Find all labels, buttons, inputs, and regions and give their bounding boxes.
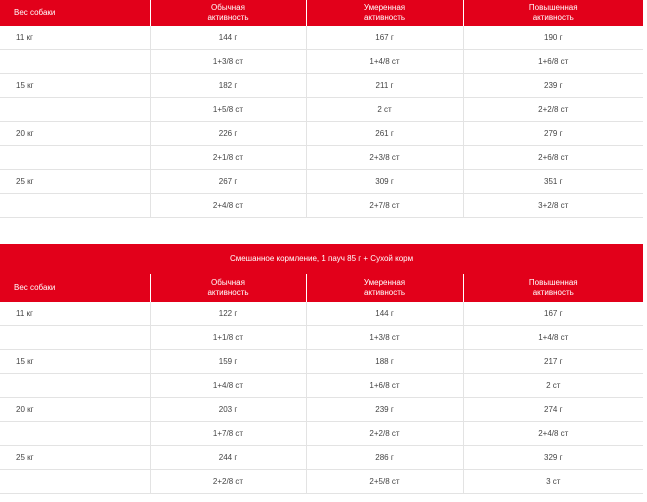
cell-high-activity: 2+4/8 ст <box>463 422 643 446</box>
table-row <box>0 470 643 494</box>
cell-high-activity: 351 г <box>463 170 643 194</box>
cell-high-activity: 1+6/8 ст <box>463 50 643 74</box>
cell-high-activity: 3 ст <box>463 470 643 494</box>
cell-normal-activity: 1+5/8 ст <box>150 98 306 122</box>
table-row <box>0 122 643 146</box>
table-row <box>0 194 643 218</box>
cell-high-activity: 2 ст <box>463 374 643 398</box>
cell-high-activity: 329 г <box>463 446 643 470</box>
feeding-table-dry <box>0 0 643 218</box>
table-row <box>0 350 643 374</box>
cell-normal-activity: 1+7/8 ст <box>150 422 306 446</box>
table-header-row <box>0 274 643 302</box>
cell-weight <box>0 146 150 170</box>
cell-moderate-activity: 286 г <box>306 446 463 470</box>
table-row <box>0 98 643 122</box>
cell-normal-activity: 122 г <box>150 302 306 326</box>
cell-moderate-activity: 1+6/8 ст <box>306 374 463 398</box>
header-normal-activity: Обычная активность <box>150 0 306 26</box>
cell-normal-activity: 2+1/8 ст <box>150 146 306 170</box>
table-row <box>0 26 643 50</box>
cell-weight: 15 кг <box>0 350 150 374</box>
cell-weight: 11 кг <box>0 26 150 50</box>
cell-normal-activity: 244 г <box>150 446 306 470</box>
cell-weight <box>0 326 150 350</box>
cell-high-activity: 3+2/8 ст <box>463 194 643 218</box>
cell-normal-activity: 144 г <box>150 26 306 50</box>
cell-weight: 20 кг <box>0 398 150 422</box>
table-row <box>0 50 643 74</box>
cell-moderate-activity: 1+4/8 ст <box>306 50 463 74</box>
cell-moderate-activity: 2+7/8 ст <box>306 194 463 218</box>
cell-weight <box>0 50 150 74</box>
cell-high-activity: 239 г <box>463 74 643 98</box>
cell-weight: 25 кг <box>0 170 150 194</box>
cell-moderate-activity: 309 г <box>306 170 463 194</box>
table-row <box>0 146 643 170</box>
cell-weight <box>0 374 150 398</box>
cell-moderate-activity: 239 г <box>306 398 463 422</box>
table-row <box>0 74 643 98</box>
header-weight: Вес собаки <box>0 0 150 26</box>
header-moderate-activity: Умеренная активность <box>306 0 463 26</box>
cell-weight: 25 кг <box>0 446 150 470</box>
table-row <box>0 422 643 446</box>
cell-high-activity: 1+4/8 ст <box>463 326 643 350</box>
cell-weight <box>0 98 150 122</box>
table-title: Смешанное кормление, 1 пауч 85 г + Сухой корм <box>0 244 643 274</box>
cell-high-activity: 190 г <box>463 26 643 50</box>
cell-high-activity: 279 г <box>463 122 643 146</box>
cell-weight: 15 кг <box>0 74 150 98</box>
table-row <box>0 302 643 326</box>
header-high-activity: Повышенная активность <box>463 0 643 26</box>
header-high-activity: Повышенная активность <box>463 274 643 302</box>
cell-normal-activity: 226 г <box>150 122 306 146</box>
cell-weight <box>0 422 150 446</box>
cell-high-activity: 2+6/8 ст <box>463 146 643 170</box>
table-row <box>0 446 643 470</box>
cell-normal-activity: 1+4/8 ст <box>150 374 306 398</box>
table-row <box>0 326 643 350</box>
cell-moderate-activity: 2+3/8 ст <box>306 146 463 170</box>
cell-moderate-activity: 261 г <box>306 122 463 146</box>
cell-high-activity: 2+2/8 ст <box>463 98 643 122</box>
cell-weight: 20 кг <box>0 122 150 146</box>
header-moderate-activity: Умеренная активность <box>306 274 463 302</box>
cell-normal-activity: 203 г <box>150 398 306 422</box>
cell-moderate-activity: 167 г <box>306 26 463 50</box>
feeding-table-mixed <box>0 244 643 494</box>
cell-normal-activity: 2+4/8 ст <box>150 194 306 218</box>
cell-moderate-activity: 188 г <box>306 350 463 374</box>
cell-weight: 11 кг <box>0 302 150 326</box>
table-row <box>0 374 643 398</box>
cell-moderate-activity: 144 г <box>306 302 463 326</box>
cell-weight <box>0 194 150 218</box>
cell-moderate-activity: 2 ст <box>306 98 463 122</box>
table-header-row <box>0 0 643 26</box>
cell-high-activity: 274 г <box>463 398 643 422</box>
cell-normal-activity: 2+2/8 ст <box>150 470 306 494</box>
cell-moderate-activity: 211 г <box>306 74 463 98</box>
cell-normal-activity: 1+1/8 ст <box>150 326 306 350</box>
table-title-row <box>0 244 643 274</box>
header-normal-activity: Обычная активность <box>150 274 306 302</box>
cell-normal-activity: 267 г <box>150 170 306 194</box>
cell-weight <box>0 470 150 494</box>
cell-high-activity: 167 г <box>463 302 643 326</box>
table-row <box>0 398 643 422</box>
cell-moderate-activity: 2+5/8 ст <box>306 470 463 494</box>
cell-normal-activity: 182 г <box>150 74 306 98</box>
cell-moderate-activity: 1+3/8 ст <box>306 326 463 350</box>
cell-normal-activity: 159 г <box>150 350 306 374</box>
table-row <box>0 170 643 194</box>
cell-high-activity: 217 г <box>463 350 643 374</box>
cell-normal-activity: 1+3/8 ст <box>150 50 306 74</box>
header-weight: Вес собаки <box>0 274 150 302</box>
cell-moderate-activity: 2+2/8 ст <box>306 422 463 446</box>
